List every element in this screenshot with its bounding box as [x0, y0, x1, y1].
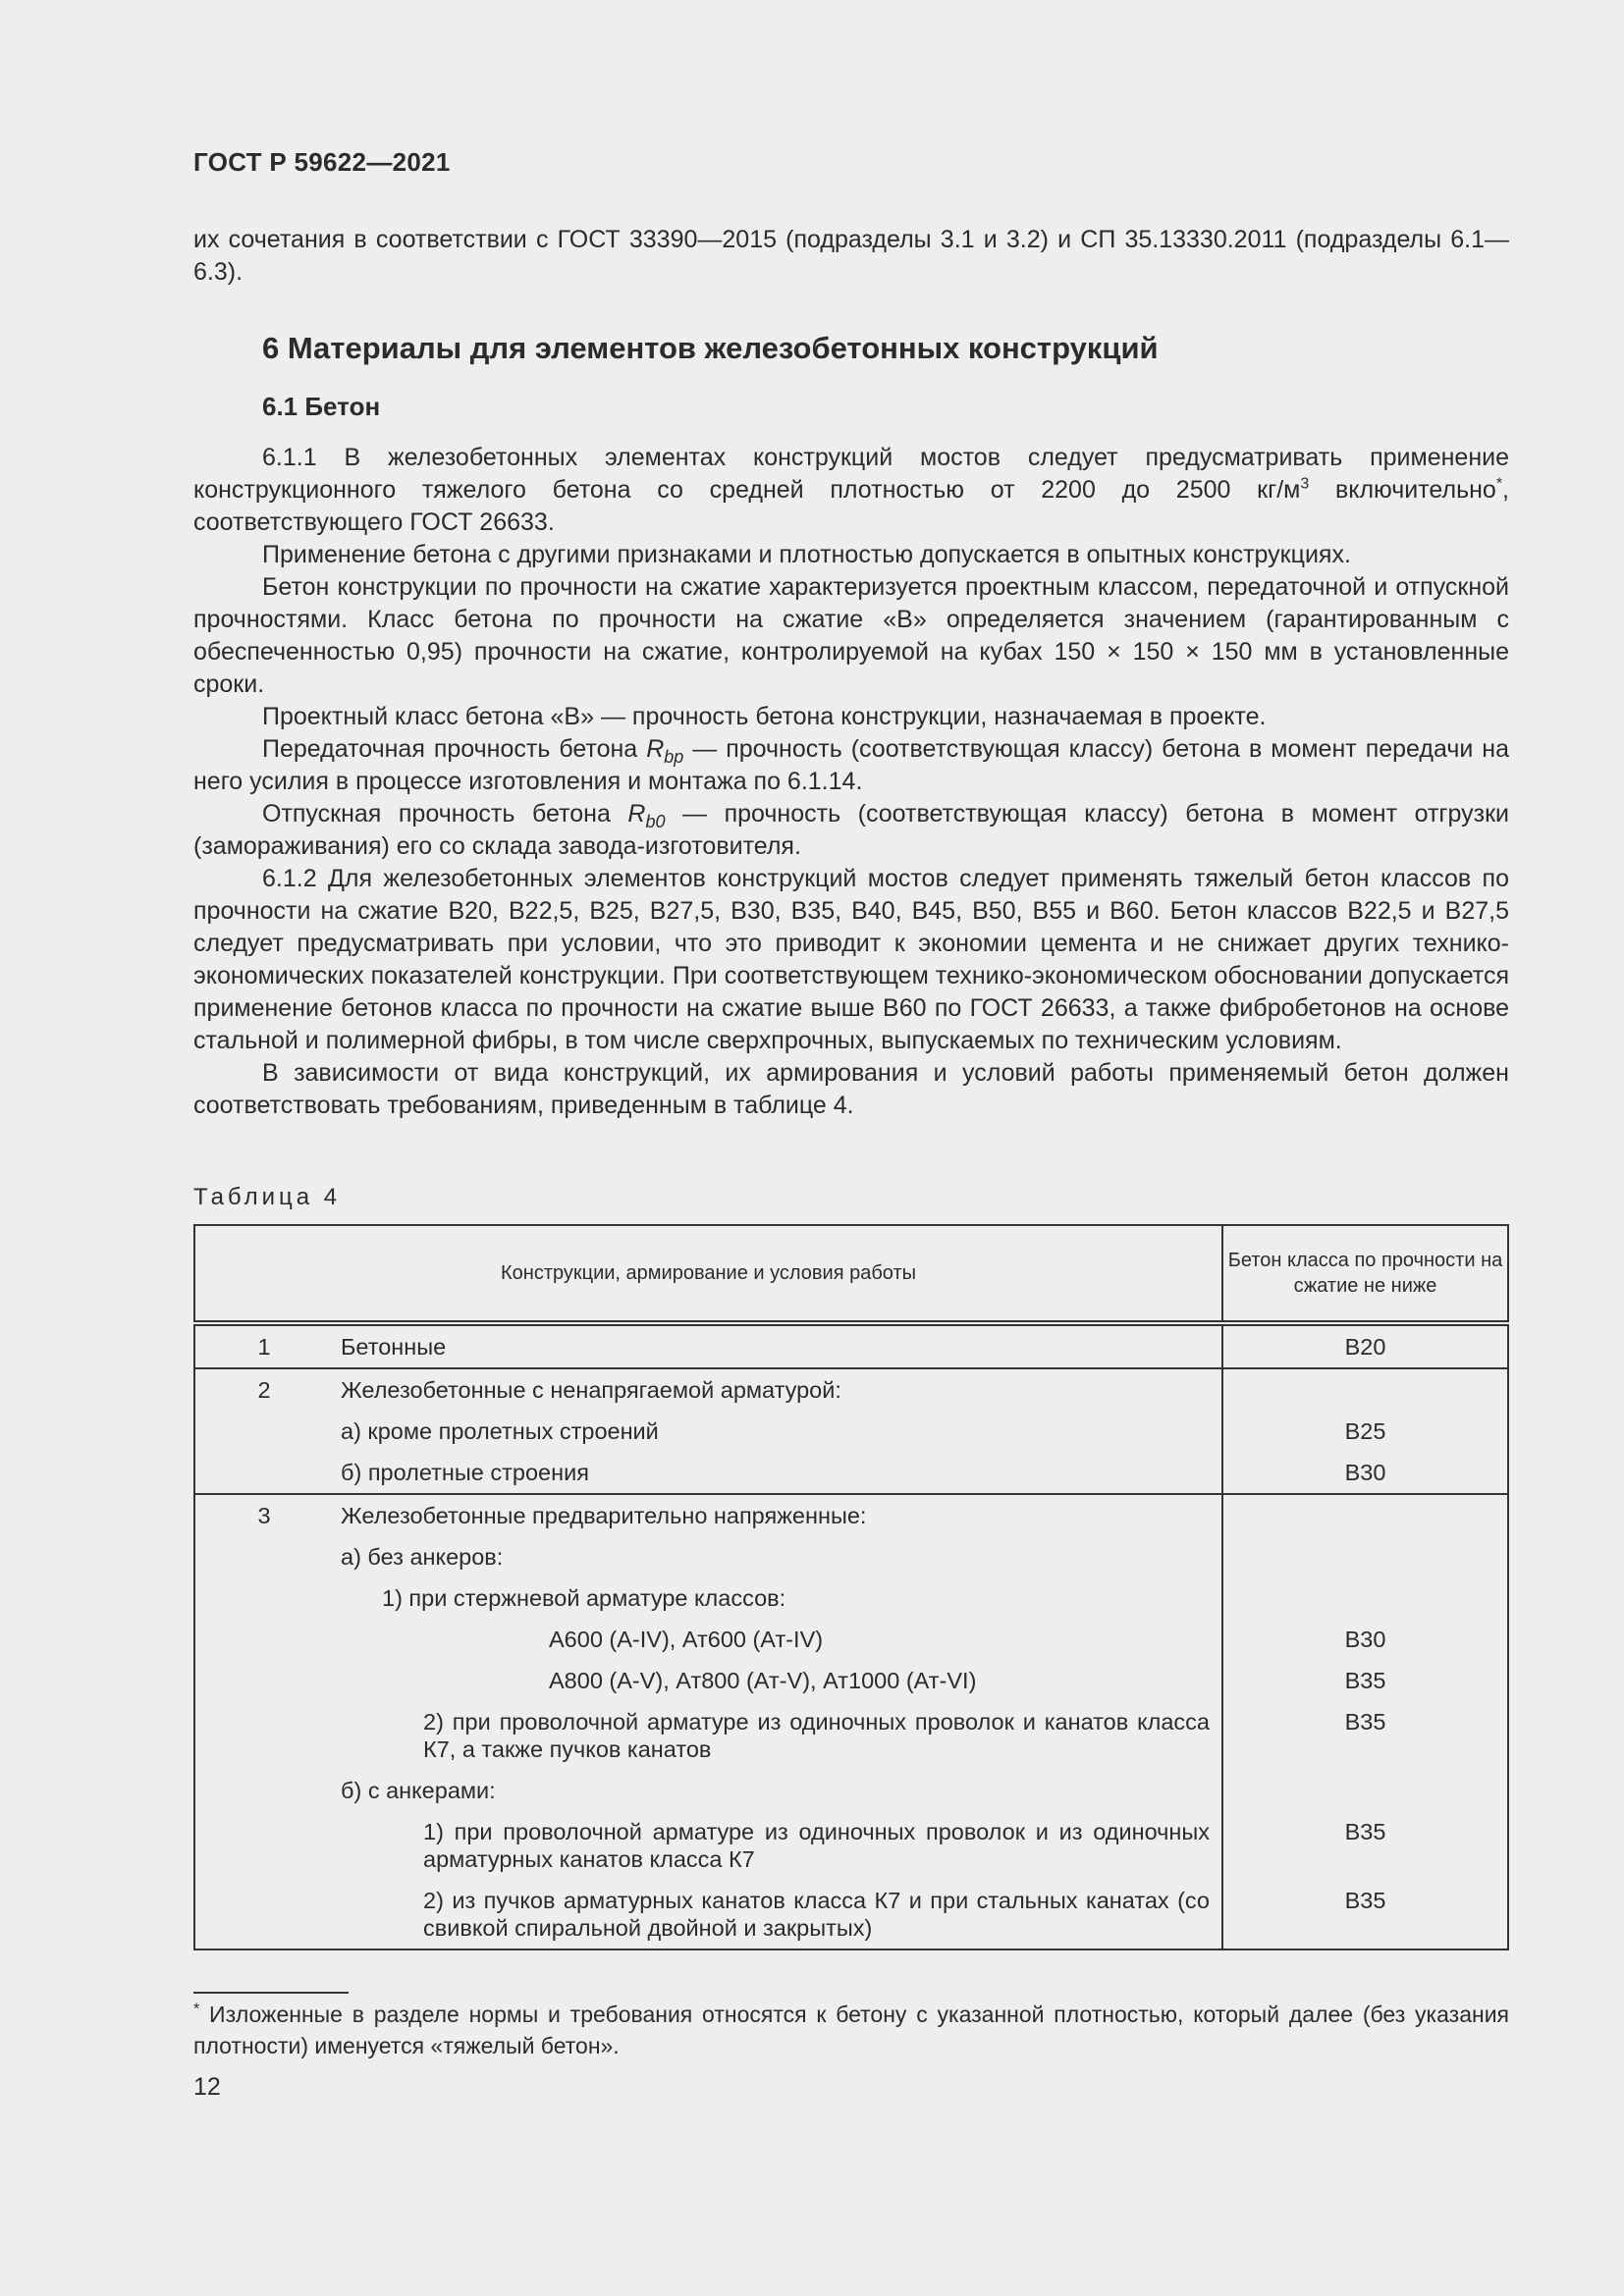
table-row: 3 Железобетонные предварительно напряженные: — [194, 1494, 1508, 1536]
table-row: б) пролетные строения В30 — [194, 1452, 1508, 1494]
document-header: ГОСТ Р 59622—2021 — [193, 147, 451, 177]
paragraph-other-concrete: Применение бетона с другими признаками и плотностью допускается в опытных конструкциях. — [262, 541, 1351, 568]
table-row: а) кроме пролетных строений В25 — [194, 1411, 1508, 1452]
paragraph-dependency: В зависимости от вида конструкций, их армирования и условий работы применяемый бетон должен соответствовать требованиям, приведенным в таблице 4. — [193, 1059, 1509, 1119]
concrete-class-table — [193, 1224, 1509, 1950]
table-caption: Таблица 4 — [193, 1184, 342, 1210]
subsection-title: 6.1 Бетон — [262, 392, 381, 421]
footnote-marker: * — [1495, 475, 1503, 493]
paragraph-6-1-1: 6.1.1 В железобетонных элементах конструкций мостов следует предусматривать применение конструкционного тяжелого бетона со средней плотностью от 2200 до 2500 $кг/м^3$ включительно*, соответствующего ГОСТ 26633. — [193, 444, 1509, 536]
footnote: * Изложенные в разделе нормы и требования относятся к бетону с указанной плотностью, который далее (без указания плотности) именуется «тяжелый бетон». — [193, 2001, 1509, 2058]
table-row: 2 Железобетонные с ненапрягаемой арматурой: — [194, 1368, 1508, 1411]
table-row: а) без анкеров: — [194, 1536, 1508, 1577]
table-row: 1 Бетонные В20 — [194, 1323, 1508, 1368]
intro-paragraph: их сочетания в соответствии с ГОСТ 33390—2015 (подразделы 3.1 и 3.2) и СП 35.13330.2011 (подразделы 6.1—6.3). — [193, 226, 1509, 286]
table-row: 1) при проволочной арматуре из одиночных проволок и из одиночных арматурных канатов класса К7 В35 — [194, 1811, 1508, 1880]
page-number: 12 — [193, 2073, 221, 2101]
table-header-conditions: Конструкции, армирование и условия работы — [194, 1225, 1222, 1323]
table-row: 2) из пучков арматурных канатов класса К7 и при стальных канатах (со свивкой спиральной двойной и закрытых) В35 — [194, 1880, 1508, 1949]
paragraph-design-class: Проектный класс бетона «В» — прочность бетона конструкции, назначаемая в проекте. — [262, 703, 1267, 730]
intro-paragraph-block — [193, 224, 1509, 289]
paragraph-release-strength: Отпускная прочность бетона $R_{b0}$ — прочность (соответствующая классу) бетона в момент отгрузки (замораживания) его со склада завода-изготовителя. — [193, 800, 1509, 860]
section-body — [193, 442, 1509, 1122]
table-header-class: Бетон класса по прочности на сжатие не ниже — [1222, 1225, 1508, 1323]
section-title: 6 Материалы для элементов железобетонных конструкций — [262, 331, 1159, 365]
table-row: 1) при стержневой арматуре классов: — [194, 1577, 1508, 1619]
table-row: 2) при проволочной арматуре из одиночных проволок и канатов класса К7, а также пучков канатов В35 — [194, 1701, 1508, 1770]
table-row: б) с анкерами: — [194, 1770, 1508, 1811]
table-row: А600 (А-IV), Ат600 (Ат-IV) В30 — [194, 1619, 1508, 1660]
footnote-rule — [193, 1992, 349, 1994]
paragraph-strength: Бетон конструкции по прочности на сжатие характеризуется проектным классом, передаточной и отпускной прочностями. Класс бетона по прочности на сжатие «В» определяется значением (гарантированным с обеспеченностью 0,95) прочности на сжатие, контролируемой на кубах 150 × 150 × 150 мм в установленные сроки. — [193, 573, 1509, 698]
paragraph-6-1-2: 6.1.2 Для железобетонных элементов конструкций мостов следует применять тяжелый бетон классов по прочности на сжатие В20, В22,5, В25, В27,5, В30, В35, В40, В45, В50, В55 и В60. Бетон классов В22,5 и В27,5 следует предусматривать при условии, что это приводит к экономии цемента и не снижает других технико-экономических показателей конструкции. При соответствующем технико-экономическом обосновании допускается применение бетонов класса по прочности на сжатие выше В60 по ГОСТ 26633, а также фибробетонов на основе стальной и полимерной фибры, в том числе сверхпрочных, выпускаемых по техническим условиям. — [193, 865, 1509, 1054]
table-row: А800 (А-V), Ат800 (Ат-V), Ат1000 (Ат-VI) В35 — [194, 1660, 1508, 1701]
paragraph-transfer-strength: Передаточная прочность бетона $R_{bp}$ — прочность (соответствующая классу) бетона в момент передачи на него усилия в процессе изготовления и монтажа по 6.1.14. — [193, 735, 1510, 795]
